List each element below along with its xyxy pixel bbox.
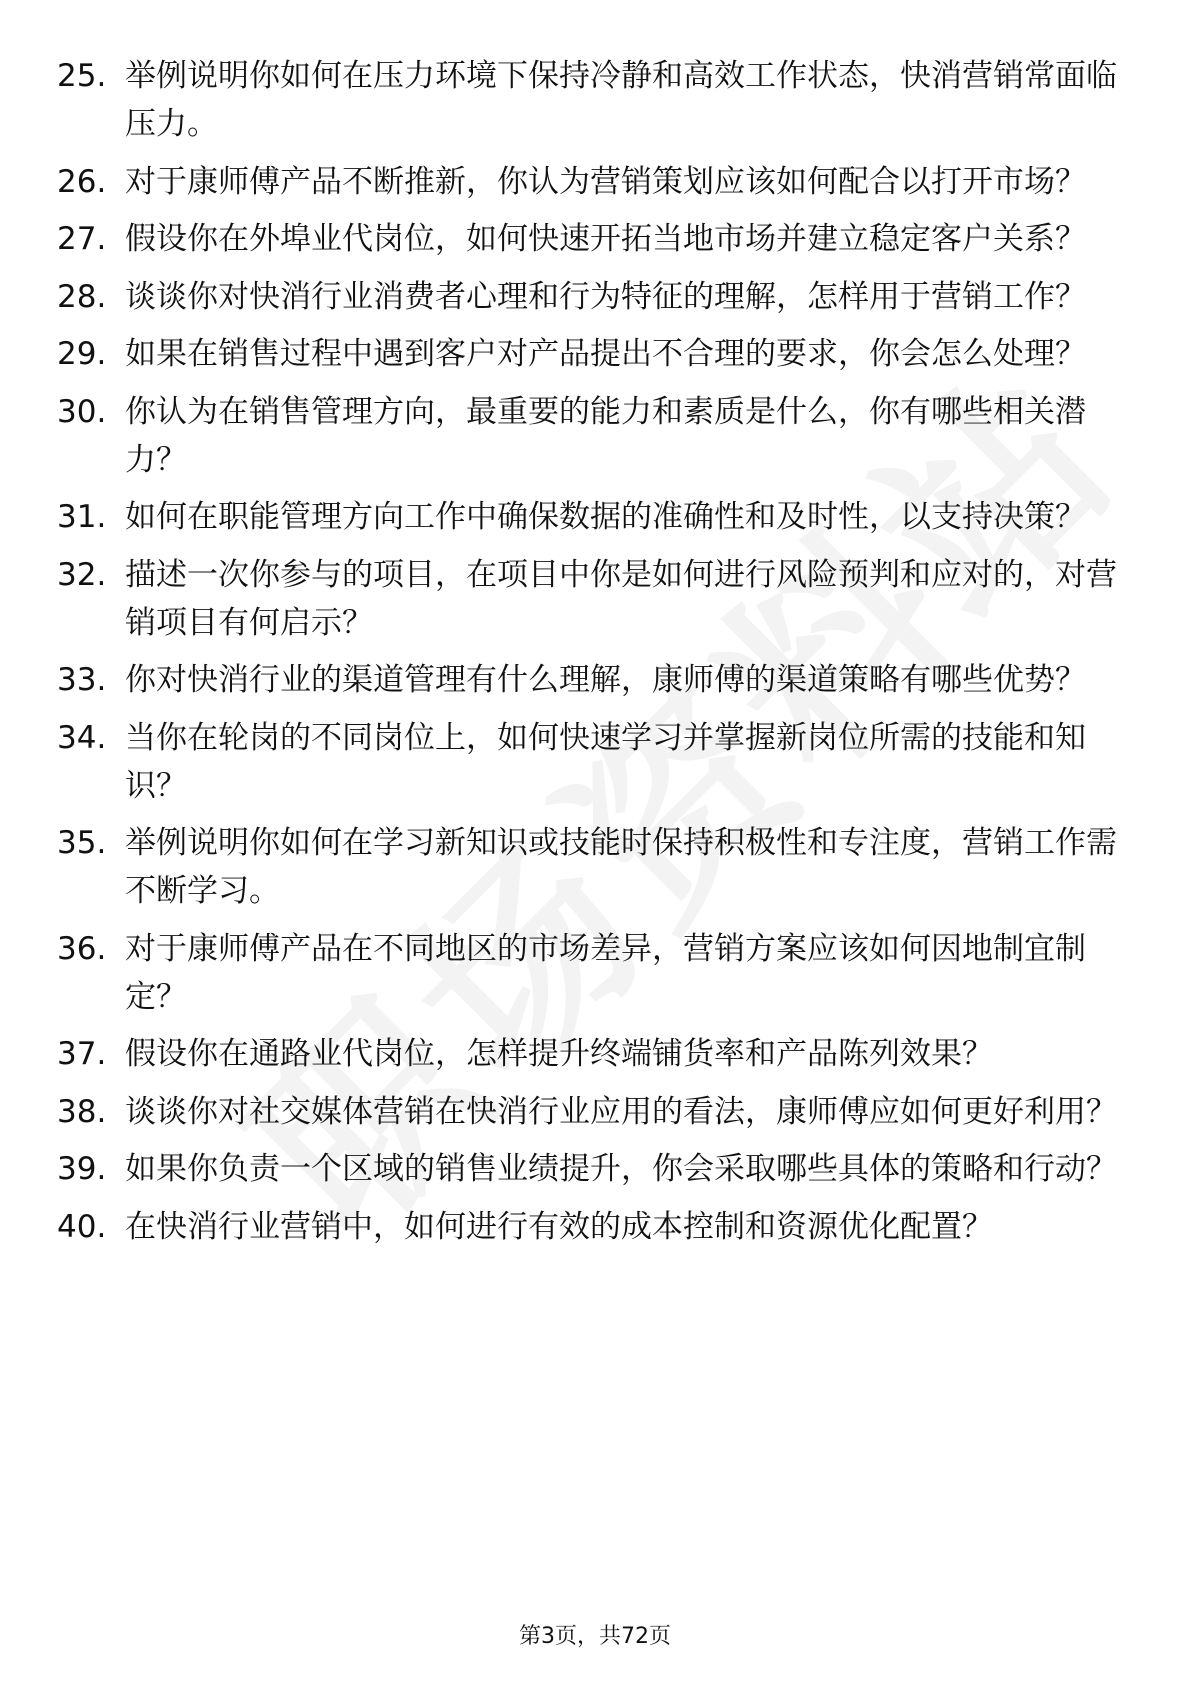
list-item: [57, 1203, 1137, 1251]
list-item: [57, 656, 1137, 704]
question-text: 假设你在通路业代岗位，怎样提升终端铺货率和产品陈列效果？: [125, 1036, 993, 1072]
list-item: [57, 52, 1137, 148]
question-number: 31.: [57, 499, 107, 535]
question-number: 34.: [57, 719, 107, 756]
question-number: 38.: [57, 1093, 107, 1130]
list-item: [57, 215, 1137, 263]
list-item: [57, 714, 1137, 810]
question-number: 39.: [57, 1151, 107, 1187]
question-text: 举例说明你如何在学习新知识或技能时保持积极性和专注度，营销工作需不断学习。: [125, 825, 1117, 909]
question-text: 描述一次你参与的项目，在项目中你是如何进行风险预判和应对的，对营销项目有何启示？: [125, 556, 1117, 641]
question-text: 在快消行业营销中，如何进行有效的成本控制和资源优化配置？: [125, 1208, 993, 1245]
list-item: [57, 925, 1137, 1021]
question-number: 32.: [57, 556, 107, 593]
question-number: 29.: [57, 336, 107, 372]
question-text: 你认为在销售管理方向，最重要的能力和素质是什么，你有哪些相关潜力？: [125, 393, 1086, 478]
question-number: 36.: [57, 930, 107, 967]
question-number: 33.: [57, 662, 107, 698]
question-text: 谈谈你对社交媒体营销在快消行业应用的看法，康师傅应如何更好利用？: [125, 1093, 1117, 1130]
list-item: [57, 819, 1137, 915]
question-text: 举例说明你如何在压力环境下保持冷静和高效工作状态，快消营销常面临压力。: [125, 58, 1117, 142]
question-text: 如果在销售过程中遇到客户对产品提出不合理的要求，你会怎么处理？: [125, 336, 1086, 372]
question-number: 27.: [57, 221, 107, 257]
question-number: 30.: [57, 393, 107, 430]
list-item: [57, 551, 1137, 647]
list-item: [57, 1145, 1137, 1193]
list-item: [57, 273, 1137, 321]
list-item: [57, 330, 1137, 378]
list-item: [57, 388, 1137, 484]
question-text: 如何在职能管理方向工作中确保数据的准确性和及时性，以支持决策？: [125, 499, 1086, 535]
question-text: 谈谈你对快消行业消费者心理和行为特征的理解，怎样用于营销工作？: [125, 278, 1086, 315]
question-text: 对于康师傅产品在不同地区的市场差异，营销方案应该如何因地制宜制定？: [125, 930, 1086, 1015]
question-text: 假设你在外埠业代岗位，如何快速开拓当地市场并建立稳定客户关系？: [125, 221, 1086, 257]
list-item: [57, 1088, 1137, 1136]
list-item: [57, 158, 1137, 206]
list-item: [57, 493, 1137, 541]
question-number: 26.: [57, 163, 107, 200]
question-text: 你对快消行业的渠道管理有什么理解，康师傅的渠道策略有哪些优势？: [125, 662, 1086, 698]
question-list: [57, 52, 1137, 1260]
page-footer: 第3页，共72页: [519, 1624, 671, 1649]
question-text: 如果你负责一个区域的销售业绩提升，你会采取哪些具体的策略和行动？: [125, 1151, 1117, 1187]
question-text: 当你在轮岗的不同岗位上，如何快速学习并掌握新岗位所需的技能和知识？: [125, 719, 1086, 804]
question-number: 37.: [57, 1036, 107, 1072]
question-number: 35.: [57, 825, 107, 861]
question-number: 40.: [57, 1208, 107, 1245]
list-item: [57, 1030, 1137, 1078]
question-text: 对于康师傅产品不断推新，你认为营销策划应该如何配合以打开市场？: [125, 163, 1086, 200]
question-number: 25.: [57, 58, 107, 94]
question-number: 28.: [57, 278, 107, 315]
